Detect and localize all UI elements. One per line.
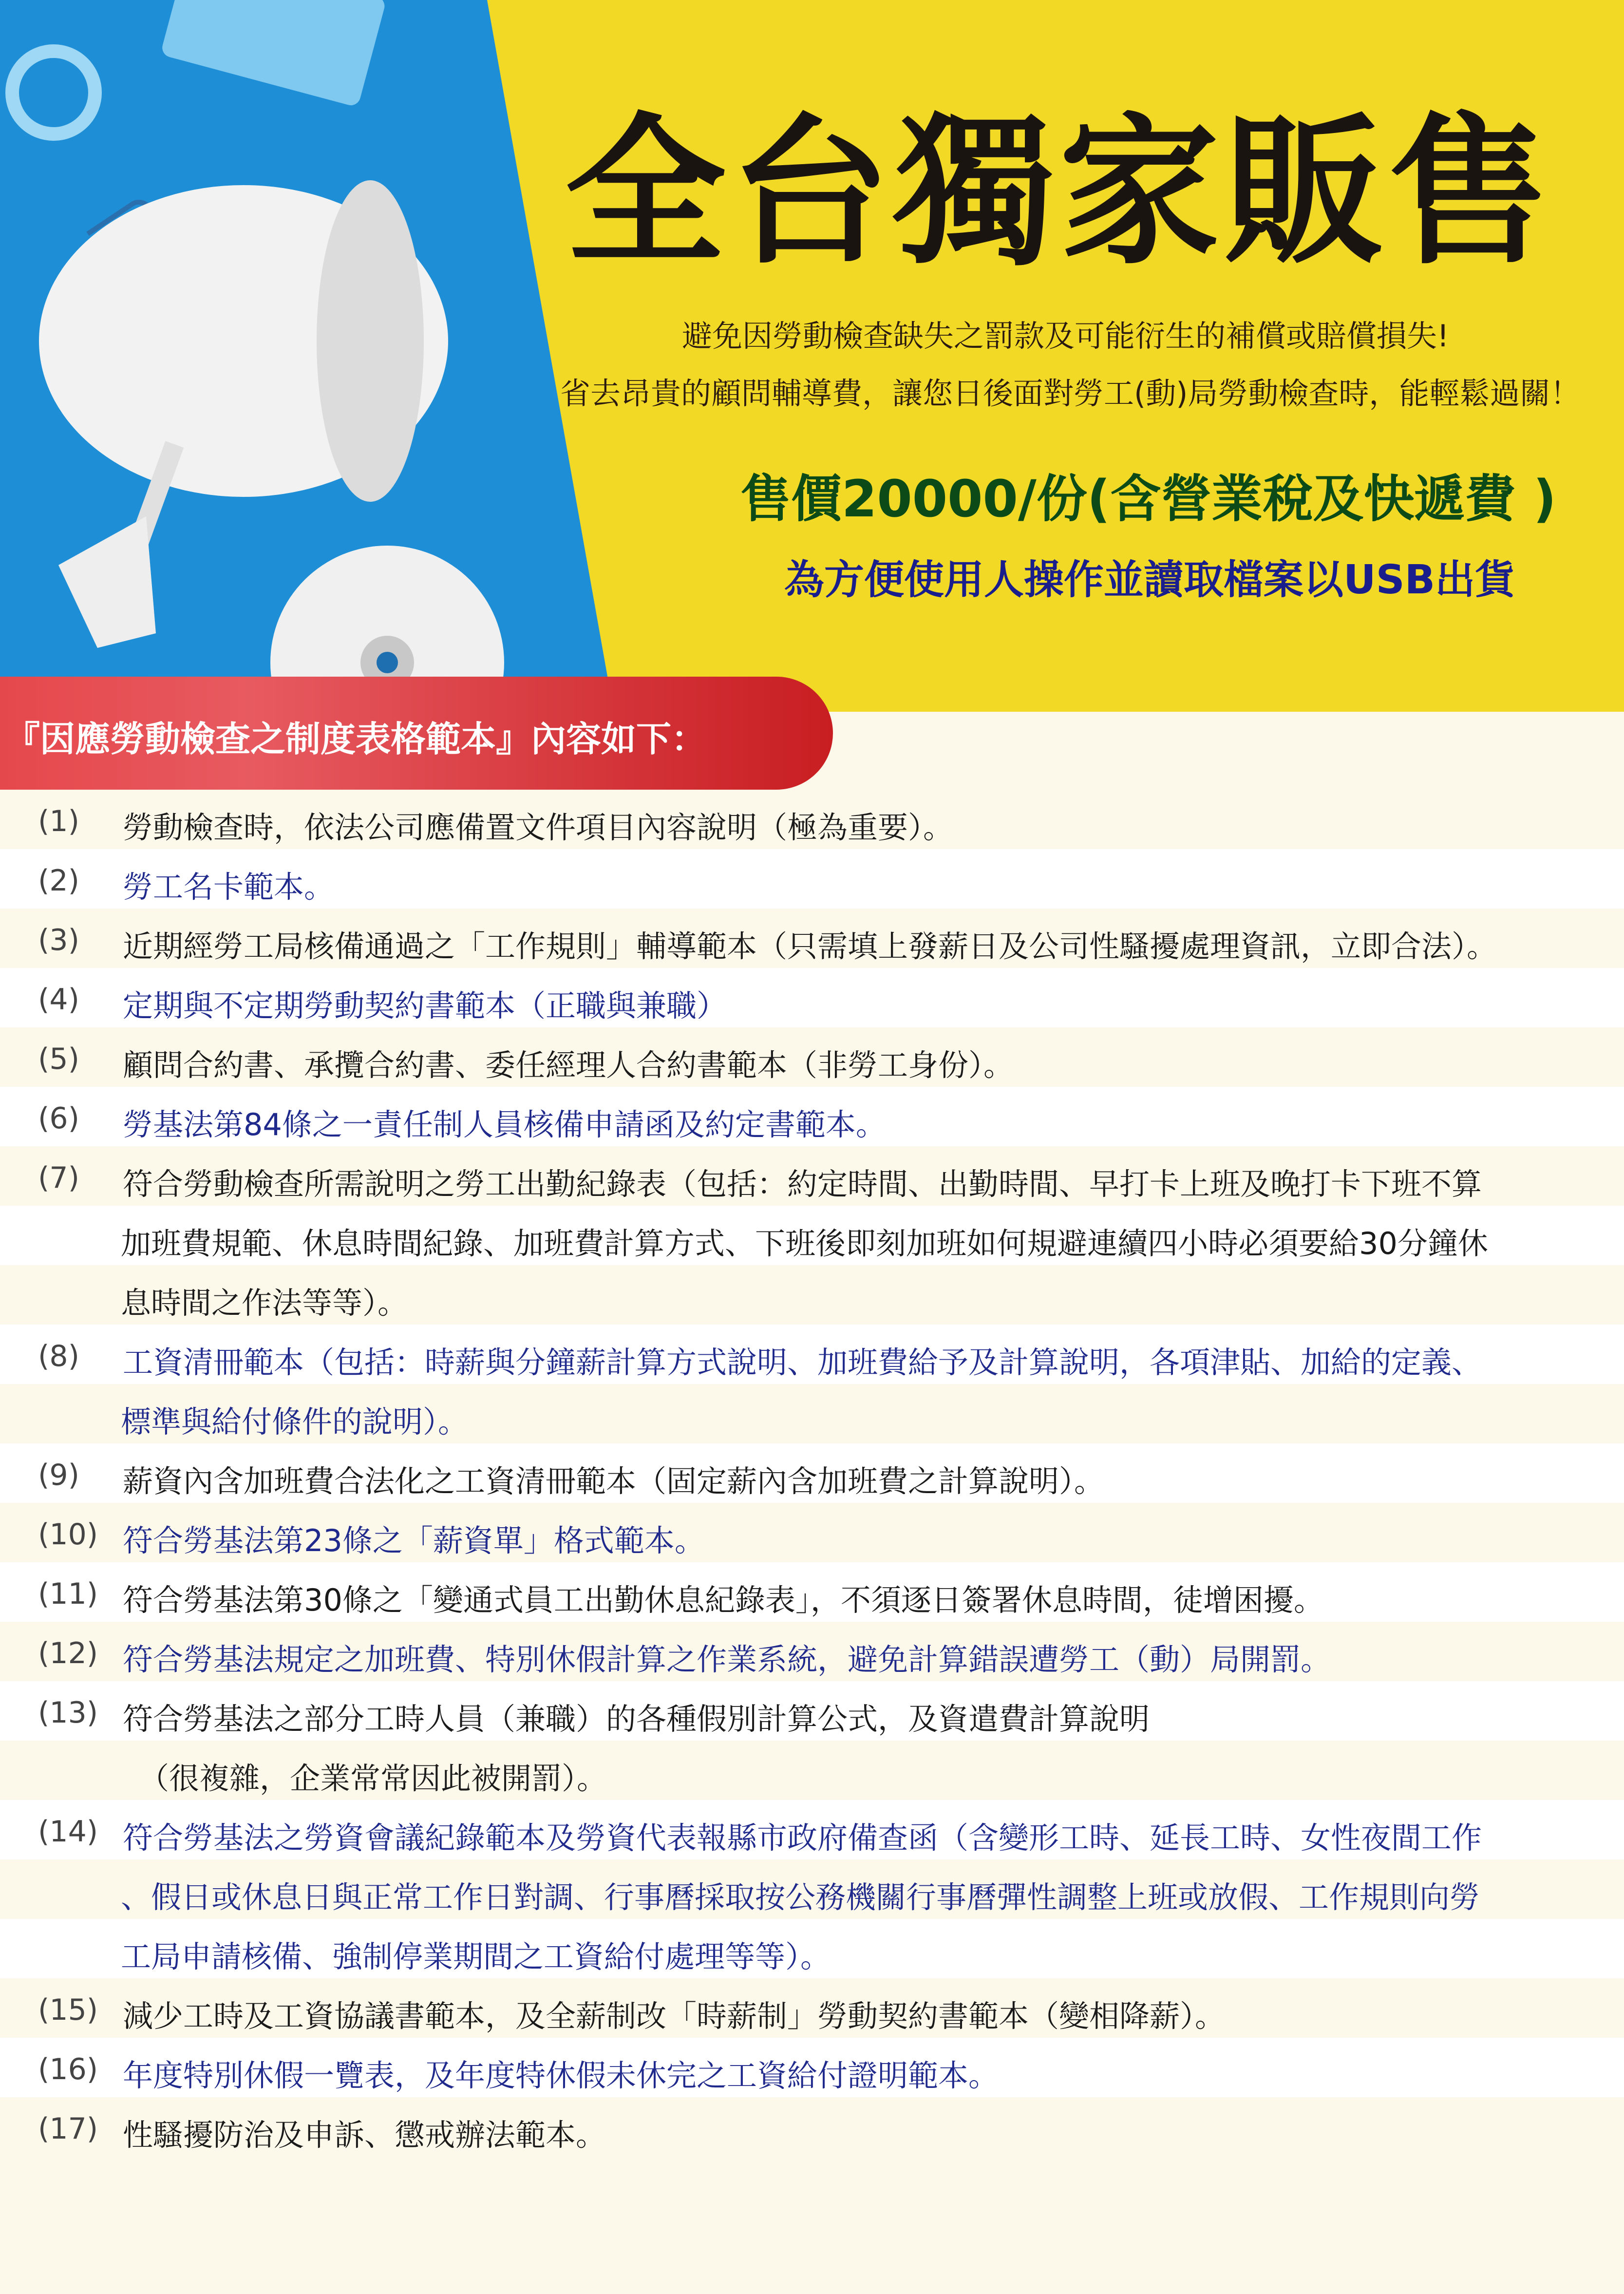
item-number: (2) — [38, 864, 79, 898]
item-text: 減少工時及工資協議書範本，及全薪制改「時薪制」勞動契約書範本（變相降薪）。 — [123, 1998, 1226, 2034]
item-text: 勞動檢查時，依法公司應備置文件項目內容說明（極為重要）。 — [123, 810, 954, 845]
list-item — [0, 1562, 1624, 1622]
item-text: 薪資內含加班費合法化之工資清冊範本（固定薪內含加班費之計算說明）。 — [123, 1463, 1105, 1499]
item-text: 年度特別休假一覽表，及年度特休假未休完之工資給付證明範本。 — [123, 2058, 999, 2093]
item-number: (5) — [38, 1042, 79, 1076]
item-text: 工局申請核備、強制停業期間之工資給付處理等等）。 — [121, 1939, 831, 1974]
headline: 全台獨家販售 — [565, 99, 1553, 286]
list-item — [0, 1384, 1624, 1443]
hero-banner — [0, 0, 1624, 712]
item-number: (3) — [38, 923, 79, 957]
item-number: (14) — [38, 1815, 98, 1849]
item-number: (17) — [38, 2112, 98, 2146]
list-item — [0, 2038, 1624, 2097]
list-item — [0, 1919, 1624, 1978]
list-item — [0, 1741, 1624, 1800]
item-text: 標準與給付條件的說明）。 — [121, 1404, 469, 1440]
list-item — [0, 2097, 1624, 2157]
item-text: 性騷擾防治及申訴、懲戒辦法範本。 — [123, 2117, 606, 2153]
list-item — [0, 1800, 1624, 1859]
item-text: 勞工名卡範本。 — [123, 869, 335, 905]
section-heading: 『因應勞動檢查之制度表格範本』內容如下： — [5, 719, 707, 759]
item-text: 工資清冊範本（包括：時薪與分鐘薪計算方式說明、加班費給予及計算說明，各項津貼、加給的定義、 — [123, 1345, 1482, 1380]
list-item — [0, 909, 1624, 968]
item-number: (4) — [38, 983, 79, 1017]
item-text: 符合勞基法規定之加班費、特別休假計算之作業系統，避免計算錯誤遭勞工（動）局開罰。 — [123, 1642, 1331, 1677]
list-item — [0, 1503, 1624, 1562]
item-number: (16) — [38, 2052, 98, 2086]
item-number: (1) — [38, 804, 79, 838]
item-number: (15) — [38, 1993, 98, 2027]
item-text: 加班費規範、休息時間紀錄、加班費計算方式、下班後即刻加班如何規避連續四小時必須要給30分鐘休 — [121, 1226, 1488, 1261]
list-item — [0, 1681, 1624, 1741]
item-number: (10) — [38, 1517, 98, 1552]
delivery-note: 為方便使用人操作並讀取檔案以USB出貨 — [784, 557, 1515, 603]
list-item — [0, 790, 1624, 849]
item-text: （很複雜，企業常常因此被開罰）。 — [139, 1761, 607, 1796]
item-text: 、假日或休息日與正常工作日對調、行事曆採取按公務機關行事曆彈性調整上班或放假、工作規則向勞 — [121, 1879, 1480, 1915]
item-number: (13) — [38, 1696, 98, 1730]
item-number: (8) — [38, 1339, 79, 1373]
item-text: 顧問合約書、承攬合約書、委任經理人合約書範本（非勞工身份）。 — [123, 1047, 1014, 1083]
list-item — [0, 1443, 1624, 1503]
list-item — [0, 1027, 1624, 1087]
item-number: (9) — [38, 1458, 79, 1492]
item-text: 定期與不定期勞動契約書範本（正職與兼職） — [123, 988, 727, 1024]
list-item — [0, 1206, 1624, 1265]
item-number: (12) — [38, 1636, 98, 1670]
subtitle-line-1: 避免因勞動檢查缺失之罰款及可能衍生的補償或賠償損失! — [682, 318, 1449, 354]
list-item — [0, 849, 1624, 909]
item-text: 勞基法第84條之一責任制人員核備申請函及約定書範本。 — [123, 1107, 886, 1142]
section-banner — [0, 677, 833, 790]
item-text: 符合勞基法第23條之「薪資單」格式範本。 — [123, 1523, 705, 1558]
list-item — [0, 1622, 1624, 1681]
item-text: 息時間之作法等等）。 — [121, 1285, 408, 1321]
list-item — [0, 968, 1624, 1027]
list-item — [0, 1087, 1624, 1146]
item-number: (6) — [38, 1101, 79, 1136]
item-number: (7) — [38, 1161, 79, 1195]
item-text: 符合勞基法之部分工時人員（兼職）的各種假別計算公式，及資遣費計算說明 — [123, 1701, 1150, 1737]
contents-list — [0, 790, 1624, 2157]
subtitle-line-2: 省去昂貴的顧問輔導費，讓您日後面對勞工(動)局勞動檢查時，能輕鬆過關！ — [560, 376, 1581, 411]
list-item — [0, 1265, 1624, 1325]
list-item — [0, 1978, 1624, 2038]
item-text: 符合勞基法之勞資會議紀錄範本及勞資代表報縣市政府備查函（含變形工時、延長工時、女性夜間工作 — [123, 1820, 1482, 1856]
list-item — [0, 1859, 1624, 1919]
item-text: 近期經勞工局核備通過之「工作規則」輔導範本（只需填上發薪日及公司性騷擾處理資訊，立即合法）。 — [123, 929, 1497, 964]
item-text: 符合勞動檢查所需說明之勞工出勤紀錄表（包括：約定時間、出勤時間、早打卡上班及晚打卡下班不算 — [123, 1166, 1482, 1202]
list-item — [0, 1325, 1624, 1384]
price-label: 售價20000/份(含營業稅及快遞費 ) — [740, 469, 1557, 529]
item-number: (11) — [38, 1577, 98, 1611]
list-item — [0, 1146, 1624, 1206]
item-text: 符合勞基法第30條之「變通式員工出勤休息紀錄表」，不須逐日簽署休息時間，徒增困擾。 — [123, 1582, 1324, 1618]
